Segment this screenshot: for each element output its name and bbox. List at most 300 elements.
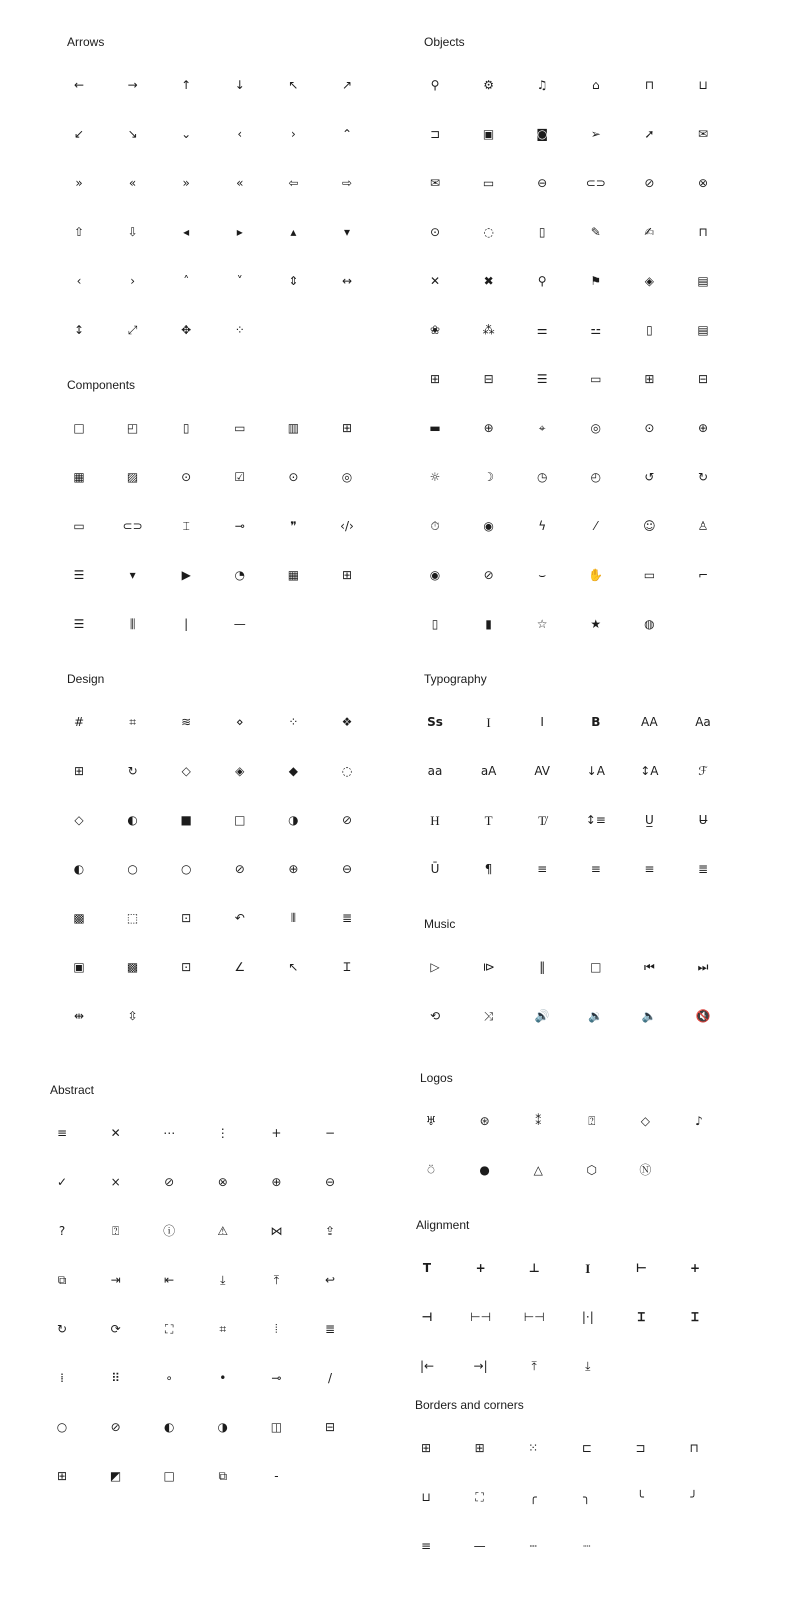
padding-icon[interactable] — [64, 952, 94, 982]
space-evenly-horizontally-icon[interactable] — [573, 1302, 603, 1332]
notion-logo-icon[interactable] — [630, 1155, 660, 1185]
grid-icon[interactable] — [332, 413, 362, 443]
lap-timer-icon[interactable] — [474, 511, 504, 541]
space-between-horizontally-icon[interactable] — [519, 1302, 549, 1332]
shuffle-icon[interactable] — [474, 1001, 504, 1031]
pin-bottom-icon[interactable] — [573, 1351, 603, 1381]
moon-icon[interactable] — [474, 462, 504, 492]
lock-open-2-icon[interactable] — [420, 119, 450, 149]
face-icon[interactable] — [634, 511, 664, 541]
square-icon[interactable] — [154, 1461, 184, 1491]
external-link-icon[interactable] — [47, 1265, 77, 1295]
loop-icon[interactable] — [420, 1001, 450, 1031]
border-bottom-icon[interactable] — [411, 1482, 441, 1512]
view-grid-icon[interactable] — [47, 1461, 77, 1491]
text-none-icon[interactable] — [527, 805, 557, 835]
modulz-logo-icon[interactable] — [416, 1106, 446, 1136]
mixer-vertical-icon[interactable] — [581, 315, 611, 345]
speaker-moderate-icon[interactable] — [581, 1001, 611, 1031]
file-minus-icon[interactable] — [474, 364, 504, 394]
exit-icon[interactable] — [154, 1265, 184, 1295]
minus-small-icon[interactable] — [261, 1461, 291, 1491]
align-center-vertically-icon[interactable] — [466, 1253, 496, 1283]
component-1-icon[interactable] — [332, 707, 362, 737]
icon-glyph: ◎ — [590, 421, 602, 435]
pause-icon[interactable] — [527, 952, 557, 982]
stack-icon[interactable] — [225, 707, 255, 737]
cross-2-icon[interactable] — [101, 1167, 131, 1197]
align-bottom-icon[interactable] — [519, 1253, 549, 1283]
thick-arrow-left-icon[interactable] — [278, 168, 308, 198]
drawing-pin-filled-icon[interactable] — [474, 266, 504, 296]
counter-clockwise-clock-icon[interactable] — [634, 462, 664, 492]
font-bold-icon[interactable] — [581, 707, 611, 737]
border-top-icon[interactable] — [679, 1433, 709, 1463]
sewing-pin-filled-icon[interactable] — [581, 266, 611, 296]
drag-handle-vertical-icon[interactable] — [261, 1314, 291, 1344]
camera-icon[interactable] — [527, 119, 557, 149]
lock-closed-icon[interactable] — [634, 70, 664, 100]
underline-icon[interactable] — [634, 805, 664, 835]
component-instance-icon[interactable] — [171, 756, 201, 786]
text-align-center-icon[interactable] — [581, 854, 611, 884]
eye-open-icon[interactable] — [420, 560, 450, 590]
stop-icon[interactable] — [581, 952, 611, 982]
pilcrow-icon[interactable] — [474, 854, 504, 884]
enter-full-screen-abstract-icon[interactable] — [154, 1314, 184, 1344]
triangle-right-icon[interactable] — [225, 217, 255, 247]
pie-chart-icon[interactable] — [225, 560, 255, 590]
move-icon[interactable] — [171, 315, 201, 345]
dot-filled-icon[interactable] — [208, 1363, 238, 1393]
component-none-icon[interactable] — [225, 756, 255, 786]
component-2-icon[interactable] — [64, 756, 94, 786]
triangle-down-icon[interactable] — [332, 217, 362, 247]
triangle-up-icon[interactable] — [278, 217, 308, 247]
view-vertical-icon[interactable] — [261, 1412, 291, 1442]
cube-icon[interactable] — [634, 266, 664, 296]
icon-glyph: ◇ — [74, 813, 84, 827]
sun-icon[interactable] — [420, 462, 450, 492]
row-spacing-icon[interactable] — [332, 903, 362, 933]
opacity-icon[interactable] — [64, 805, 94, 835]
clipboard-icon[interactable] — [420, 609, 450, 639]
plus-icon[interactable] — [261, 1118, 291, 1148]
paper-plane-icon[interactable] — [581, 119, 611, 149]
info-circled-icon[interactable] — [154, 1216, 184, 1246]
text-icon[interactable] — [474, 805, 504, 835]
zoom-in-icon[interactable] — [278, 854, 308, 884]
radiobutton-icon[interactable] — [634, 413, 664, 443]
cross-1-icon[interactable] — [101, 1118, 131, 1148]
magic-wand-icon[interactable] — [581, 511, 611, 541]
track-previous-icon[interactable] — [634, 952, 664, 982]
letter-case-capitalize-icon[interactable] — [688, 707, 718, 737]
play-icon[interactable] — [420, 952, 450, 982]
text-align-justify-icon[interactable] — [688, 854, 718, 884]
reset-icon[interactable] — [315, 1265, 345, 1295]
bell-icon[interactable] — [527, 70, 557, 100]
corner-top-left-icon[interactable] — [518, 1482, 548, 1512]
pin-top-icon[interactable] — [519, 1351, 549, 1381]
codesandbox-logo-icon[interactable] — [577, 1155, 607, 1185]
clipboard-copy-icon[interactable] — [474, 609, 504, 639]
view-none-icon[interactable] — [101, 1461, 131, 1491]
pin-right-icon[interactable] — [466, 1351, 496, 1381]
caret-right-icon[interactable] — [118, 266, 148, 296]
arrow-bottom-right-icon[interactable] — [118, 119, 148, 149]
hamburger-menu-icon[interactable] — [47, 1118, 77, 1148]
cursor-arrow-icon[interactable] — [278, 952, 308, 982]
twitter-logo-icon[interactable] — [684, 1106, 714, 1136]
star-filled-icon[interactable] — [581, 609, 611, 639]
dashed-box-icon[interactable] — [118, 903, 148, 933]
timer-icon[interactable] — [581, 462, 611, 492]
reader-icon[interactable] — [527, 364, 557, 394]
chevron-down-icon[interactable] — [171, 119, 201, 149]
envelope-open-icon[interactable] — [420, 168, 450, 198]
align-center-horizontally-icon[interactable] — [680, 1253, 710, 1283]
caret-up-icon[interactable] — [171, 266, 201, 296]
crosshair-1-icon[interactable] — [474, 413, 504, 443]
dropdown-menu-icon[interactable] — [118, 560, 148, 590]
arrow-top-left-icon[interactable] — [278, 70, 308, 100]
kerning-icon[interactable] — [527, 756, 557, 786]
chevron-up-icon[interactable] — [332, 119, 362, 149]
icon-jar-logo-icon[interactable] — [416, 1155, 446, 1185]
download-icon[interactable] — [208, 1265, 238, 1295]
bar-chart-icon[interactable] — [118, 609, 148, 639]
radiobutton-component-icon[interactable] — [278, 462, 308, 492]
button-icon[interactable] — [64, 511, 94, 541]
speaker-off-icon[interactable] — [688, 1001, 718, 1031]
aspect-ratio-icon[interactable] — [118, 413, 148, 443]
star-icon[interactable] — [527, 609, 557, 639]
lightning-bolt-icon[interactable] — [527, 511, 557, 541]
image-icon[interactable] — [118, 462, 148, 492]
plus-circled-icon[interactable] — [261, 1167, 291, 1197]
exit-full-screen-icon[interactable] — [208, 1314, 238, 1344]
component-boolean-icon[interactable] — [278, 756, 308, 786]
width-icon[interactable] — [332, 266, 362, 296]
question-mark-circled-icon[interactable] — [101, 1216, 131, 1246]
stitches-logo-icon[interactable] — [470, 1106, 500, 1136]
double-arrow-right-icon[interactable] — [171, 168, 201, 198]
dot-icon[interactable] — [154, 1363, 184, 1393]
layout-icon[interactable] — [278, 413, 308, 443]
letter-case-uppercase-icon[interactable] — [634, 707, 664, 737]
caret-left-icon[interactable] — [64, 266, 94, 296]
half-1-icon[interactable] — [154, 1412, 184, 1442]
align-right-icon[interactable] — [412, 1302, 442, 1332]
file-plus-icon[interactable] — [420, 364, 450, 394]
id-card-icon[interactable] — [420, 413, 450, 443]
container-icon[interactable] — [171, 413, 201, 443]
pencil-square-icon[interactable] — [634, 217, 664, 247]
speaker-loud-icon[interactable] — [527, 1001, 557, 1031]
link-1-diagonal-icon[interactable] — [688, 168, 718, 198]
card-stack-minus-icon[interactable] — [688, 364, 718, 394]
dots-vertical-icon[interactable] — [208, 1118, 238, 1148]
minus-circled-icon[interactable] — [315, 1167, 345, 1197]
circle-icon[interactable] — [47, 1412, 77, 1442]
slash-icon[interactable] — [315, 1363, 345, 1393]
file-text-icon[interactable] — [688, 315, 718, 345]
link-2-diagonal-icon[interactable] — [420, 217, 450, 247]
arrow-left-icon[interactable] — [64, 70, 94, 100]
card-stack-icon[interactable] — [581, 364, 611, 394]
sketch-logo-icon[interactable] — [630, 1106, 660, 1136]
rocket-icon[interactable] — [634, 119, 664, 149]
crosshair-2-icon[interactable] — [527, 413, 557, 443]
hand-icon[interactable] — [581, 560, 611, 590]
envelope-closed-icon[interactable] — [688, 119, 718, 149]
component-placeholder-icon[interactable] — [332, 756, 362, 786]
border-right-icon[interactable] — [625, 1433, 655, 1463]
line-height-2-icon[interactable] — [581, 805, 611, 835]
card-stack-plus-icon[interactable] — [634, 364, 664, 394]
slider-icon[interactable] — [225, 511, 255, 541]
shadow-icon[interactable] — [332, 805, 362, 835]
eye-none-icon[interactable] — [474, 560, 504, 590]
checker-icon[interactable] — [64, 903, 94, 933]
magnifying-glass-icon[interactable] — [420, 70, 450, 100]
enter-full-screen-icon[interactable] — [118, 315, 148, 345]
space-evenly-vertically-icon[interactable] — [680, 1302, 710, 1332]
arrow-down-icon[interactable] — [225, 70, 255, 100]
drag-handle-horizontal-icon[interactable] — [315, 1314, 345, 1344]
upload-icon[interactable] — [261, 1265, 291, 1295]
commit-icon[interactable] — [261, 1363, 291, 1393]
letter-case-lowercase-icon[interactable] — [420, 756, 450, 786]
mask-off-icon[interactable] — [225, 805, 255, 835]
chevron-right-icon[interactable] — [278, 119, 308, 149]
font-family-icon[interactable] — [688, 756, 718, 786]
shadow-outer-icon[interactable] — [118, 854, 148, 884]
corner-top-right-icon[interactable] — [572, 1482, 602, 1512]
stretch-vertically-align-icon[interactable] — [573, 1253, 603, 1283]
thick-arrow-right-icon[interactable] — [332, 168, 362, 198]
dashboard-icon[interactable] — [332, 560, 362, 590]
corner-bottom-right-icon[interactable] — [679, 1482, 709, 1512]
pencil-icon[interactable] — [581, 217, 611, 247]
file-icon[interactable] — [634, 315, 664, 345]
minus-icon[interactable] — [315, 1118, 345, 1148]
arrow-up-icon[interactable] — [171, 70, 201, 100]
check-circled-icon[interactable] — [154, 1167, 184, 1197]
stretch-vertically-icon[interactable] — [118, 1001, 148, 1031]
corners-icon[interactable] — [465, 1482, 495, 1512]
triangle-left-icon[interactable] — [171, 217, 201, 247]
arrow-right-icon[interactable] — [118, 70, 148, 100]
countdown-timer-icon[interactable] — [688, 462, 718, 492]
dots-horizontal-icon[interactable] — [154, 1118, 184, 1148]
chevron-left-icon[interactable] — [225, 119, 255, 149]
mask-on-icon[interactable] — [171, 805, 201, 835]
half-2-icon[interactable] — [208, 1412, 238, 1442]
link-break-2-icon[interactable] — [474, 217, 504, 247]
quote-icon[interactable] — [278, 511, 308, 541]
symbol-icon[interactable] — [118, 756, 148, 786]
divider-horizontal-icon[interactable] — [225, 609, 255, 639]
person-icon[interactable] — [688, 511, 718, 541]
exclamation-triangle-icon[interactable] — [208, 1216, 238, 1246]
avatar-icon[interactable] — [332, 462, 362, 492]
mixer-horizontal-icon[interactable] — [527, 315, 557, 345]
code-icon[interactable] — [332, 511, 362, 541]
column-spacing-icon[interactable] — [278, 903, 308, 933]
drag-handle-dots-1-icon[interactable] — [47, 1363, 77, 1393]
share-1-icon[interactable] — [261, 1216, 291, 1246]
vercel-logo-icon[interactable] — [523, 1155, 553, 1185]
letter-case-toggle-icon[interactable] — [420, 707, 450, 737]
ruler-horizontal-icon[interactable] — [634, 560, 664, 590]
thick-arrow-up-icon[interactable] — [64, 217, 94, 247]
shadow-inner-icon[interactable] — [64, 854, 94, 884]
layers-icon[interactable] — [171, 707, 201, 737]
activity-log-icon[interactable] — [64, 609, 94, 639]
gear-icon[interactable] — [474, 70, 504, 100]
check-icon[interactable] — [47, 1167, 77, 1197]
framer-logo-icon[interactable] — [577, 1106, 607, 1136]
border-dashed-icon[interactable] — [518, 1531, 548, 1561]
crumpled-paper-icon[interactable] — [420, 315, 450, 345]
letter-spacing-icon[interactable] — [474, 756, 504, 786]
angle-icon[interactable] — [225, 952, 255, 982]
lock-open-icon[interactable] — [688, 70, 718, 100]
eye-closed-icon[interactable] — [527, 560, 557, 590]
link-2-icon[interactable] — [581, 168, 611, 198]
arrow-top-right-icon[interactable] — [332, 70, 362, 100]
border-left-icon[interactable] — [572, 1433, 602, 1463]
speaker-quiet-icon[interactable] — [634, 1001, 664, 1031]
caret-down-icon[interactable] — [225, 266, 255, 296]
backpack-icon[interactable] — [474, 119, 504, 149]
table-icon[interactable] — [64, 462, 94, 492]
text-align-right-icon[interactable] — [634, 854, 664, 884]
double-arrow-up-icon[interactable] — [225, 168, 255, 198]
border-style-icon[interactable] — [411, 1531, 441, 1561]
cursor-text-icon[interactable] — [332, 952, 362, 982]
rotate-icon[interactable] — [225, 903, 255, 933]
align-top-icon[interactable] — [412, 1253, 442, 1283]
drawing-pin-icon[interactable] — [420, 266, 450, 296]
crop-icon[interactable] — [118, 707, 148, 737]
shadow-none-icon[interactable] — [171, 854, 201, 884]
thick-arrow-down-icon[interactable] — [118, 217, 148, 247]
baseline-icon[interactable] — [581, 756, 611, 786]
video-icon[interactable] — [171, 560, 201, 590]
clock-icon[interactable] — [527, 462, 557, 492]
github-logo-icon[interactable] — [470, 1155, 500, 1185]
font-italic-icon[interactable] — [474, 707, 504, 737]
mix-blend-icon[interactable] — [118, 805, 148, 835]
update-icon[interactable] — [101, 1314, 131, 1344]
list-bullet-icon[interactable] — [64, 560, 94, 590]
bookmark-icon[interactable] — [688, 217, 718, 247]
divider-vertical-icon[interactable] — [171, 609, 201, 639]
strikethrough-icon[interactable] — [688, 805, 718, 835]
all-sides-icon[interactable] — [225, 315, 255, 345]
view-horizontal-icon[interactable] — [315, 1412, 345, 1442]
margin-icon[interactable] — [118, 952, 148, 982]
arrow-bottom-left-icon[interactable] — [64, 119, 94, 149]
input-icon[interactable] — [171, 511, 201, 541]
switch-icon[interactable] — [171, 462, 201, 492]
reload-icon[interactable] — [47, 1314, 77, 1344]
heading-icon[interactable] — [420, 805, 450, 835]
archive-icon[interactable] — [688, 266, 718, 296]
border-solid-icon[interactable] — [465, 1531, 495, 1561]
resume-icon[interactable] — [474, 952, 504, 982]
enter-icon[interactable] — [101, 1265, 131, 1295]
double-arrow-down-icon[interactable] — [64, 168, 94, 198]
zoom-out-icon[interactable] — [332, 854, 362, 884]
color-wheel-icon[interactable] — [278, 805, 308, 835]
border-none-icon[interactable] — [518, 1433, 548, 1463]
pin-left-icon[interactable] — [412, 1351, 442, 1381]
stopwatch-icon[interactable] — [420, 511, 450, 541]
dimensions-icon[interactable] — [171, 903, 201, 933]
border-dotted-icon[interactable] — [572, 1531, 602, 1561]
home-icon[interactable] — [581, 70, 611, 100]
font-roman-icon[interactable] — [527, 707, 557, 737]
double-arrow-left-icon[interactable] — [118, 168, 148, 198]
target-icon[interactable] — [581, 413, 611, 443]
trash-icon[interactable] — [527, 217, 557, 247]
track-next-icon[interactable] — [688, 952, 718, 982]
calendar-icon[interactable] — [278, 560, 308, 590]
transparency-grid-icon[interactable] — [225, 854, 255, 884]
question-mark-icon[interactable] — [47, 1216, 77, 1246]
corner-bottom-left-icon[interactable] — [625, 1482, 655, 1512]
sewing-pin-icon[interactable] — [527, 266, 557, 296]
border-all-icon[interactable] — [411, 1433, 441, 1463]
height-icon[interactable] — [64, 315, 94, 345]
tokens-icon[interactable] — [278, 707, 308, 737]
size-icon[interactable] — [171, 952, 201, 982]
frame-icon[interactable] — [64, 707, 94, 737]
badge-icon[interactable] — [118, 511, 148, 541]
icon-glyph: ⦀ — [290, 911, 297, 925]
overline-icon[interactable] — [420, 854, 450, 884]
link-break-1-icon[interactable] — [634, 168, 664, 198]
cross-circled-icon[interactable] — [208, 1167, 238, 1197]
stretch-horizontally-align-icon[interactable] — [466, 1302, 496, 1332]
link-1-icon[interactable] — [527, 168, 557, 198]
space-between-vertically-icon[interactable] — [626, 1302, 656, 1332]
checkbox-icon[interactable] — [225, 462, 255, 492]
globe-icon[interactable] — [688, 413, 718, 443]
stretch-horizontally-icon[interactable] — [64, 1001, 94, 1031]
drag-handle-dots-2-icon[interactable] — [101, 1363, 131, 1393]
share-2-icon[interactable] — [315, 1216, 345, 1246]
figma-logo-icon[interactable] — [523, 1106, 553, 1136]
copy-icon[interactable] — [208, 1461, 238, 1491]
box-icon[interactable] — [64, 413, 94, 443]
align-left-icon[interactable] — [626, 1253, 656, 1283]
mix-icon[interactable] — [474, 315, 504, 345]
section-icon[interactable] — [225, 413, 255, 443]
chat-bubble-icon[interactable] — [474, 168, 504, 198]
border-split-icon[interactable] — [465, 1433, 495, 1463]
circle-backslash-icon[interactable] — [101, 1412, 131, 1442]
line-height-icon[interactable] — [634, 756, 664, 786]
ruler-square-icon[interactable] — [688, 560, 718, 590]
cookie-icon[interactable] — [634, 609, 664, 639]
text-align-left-icon[interactable] — [527, 854, 557, 884]
caret-sort-icon[interactable] — [278, 266, 308, 296]
